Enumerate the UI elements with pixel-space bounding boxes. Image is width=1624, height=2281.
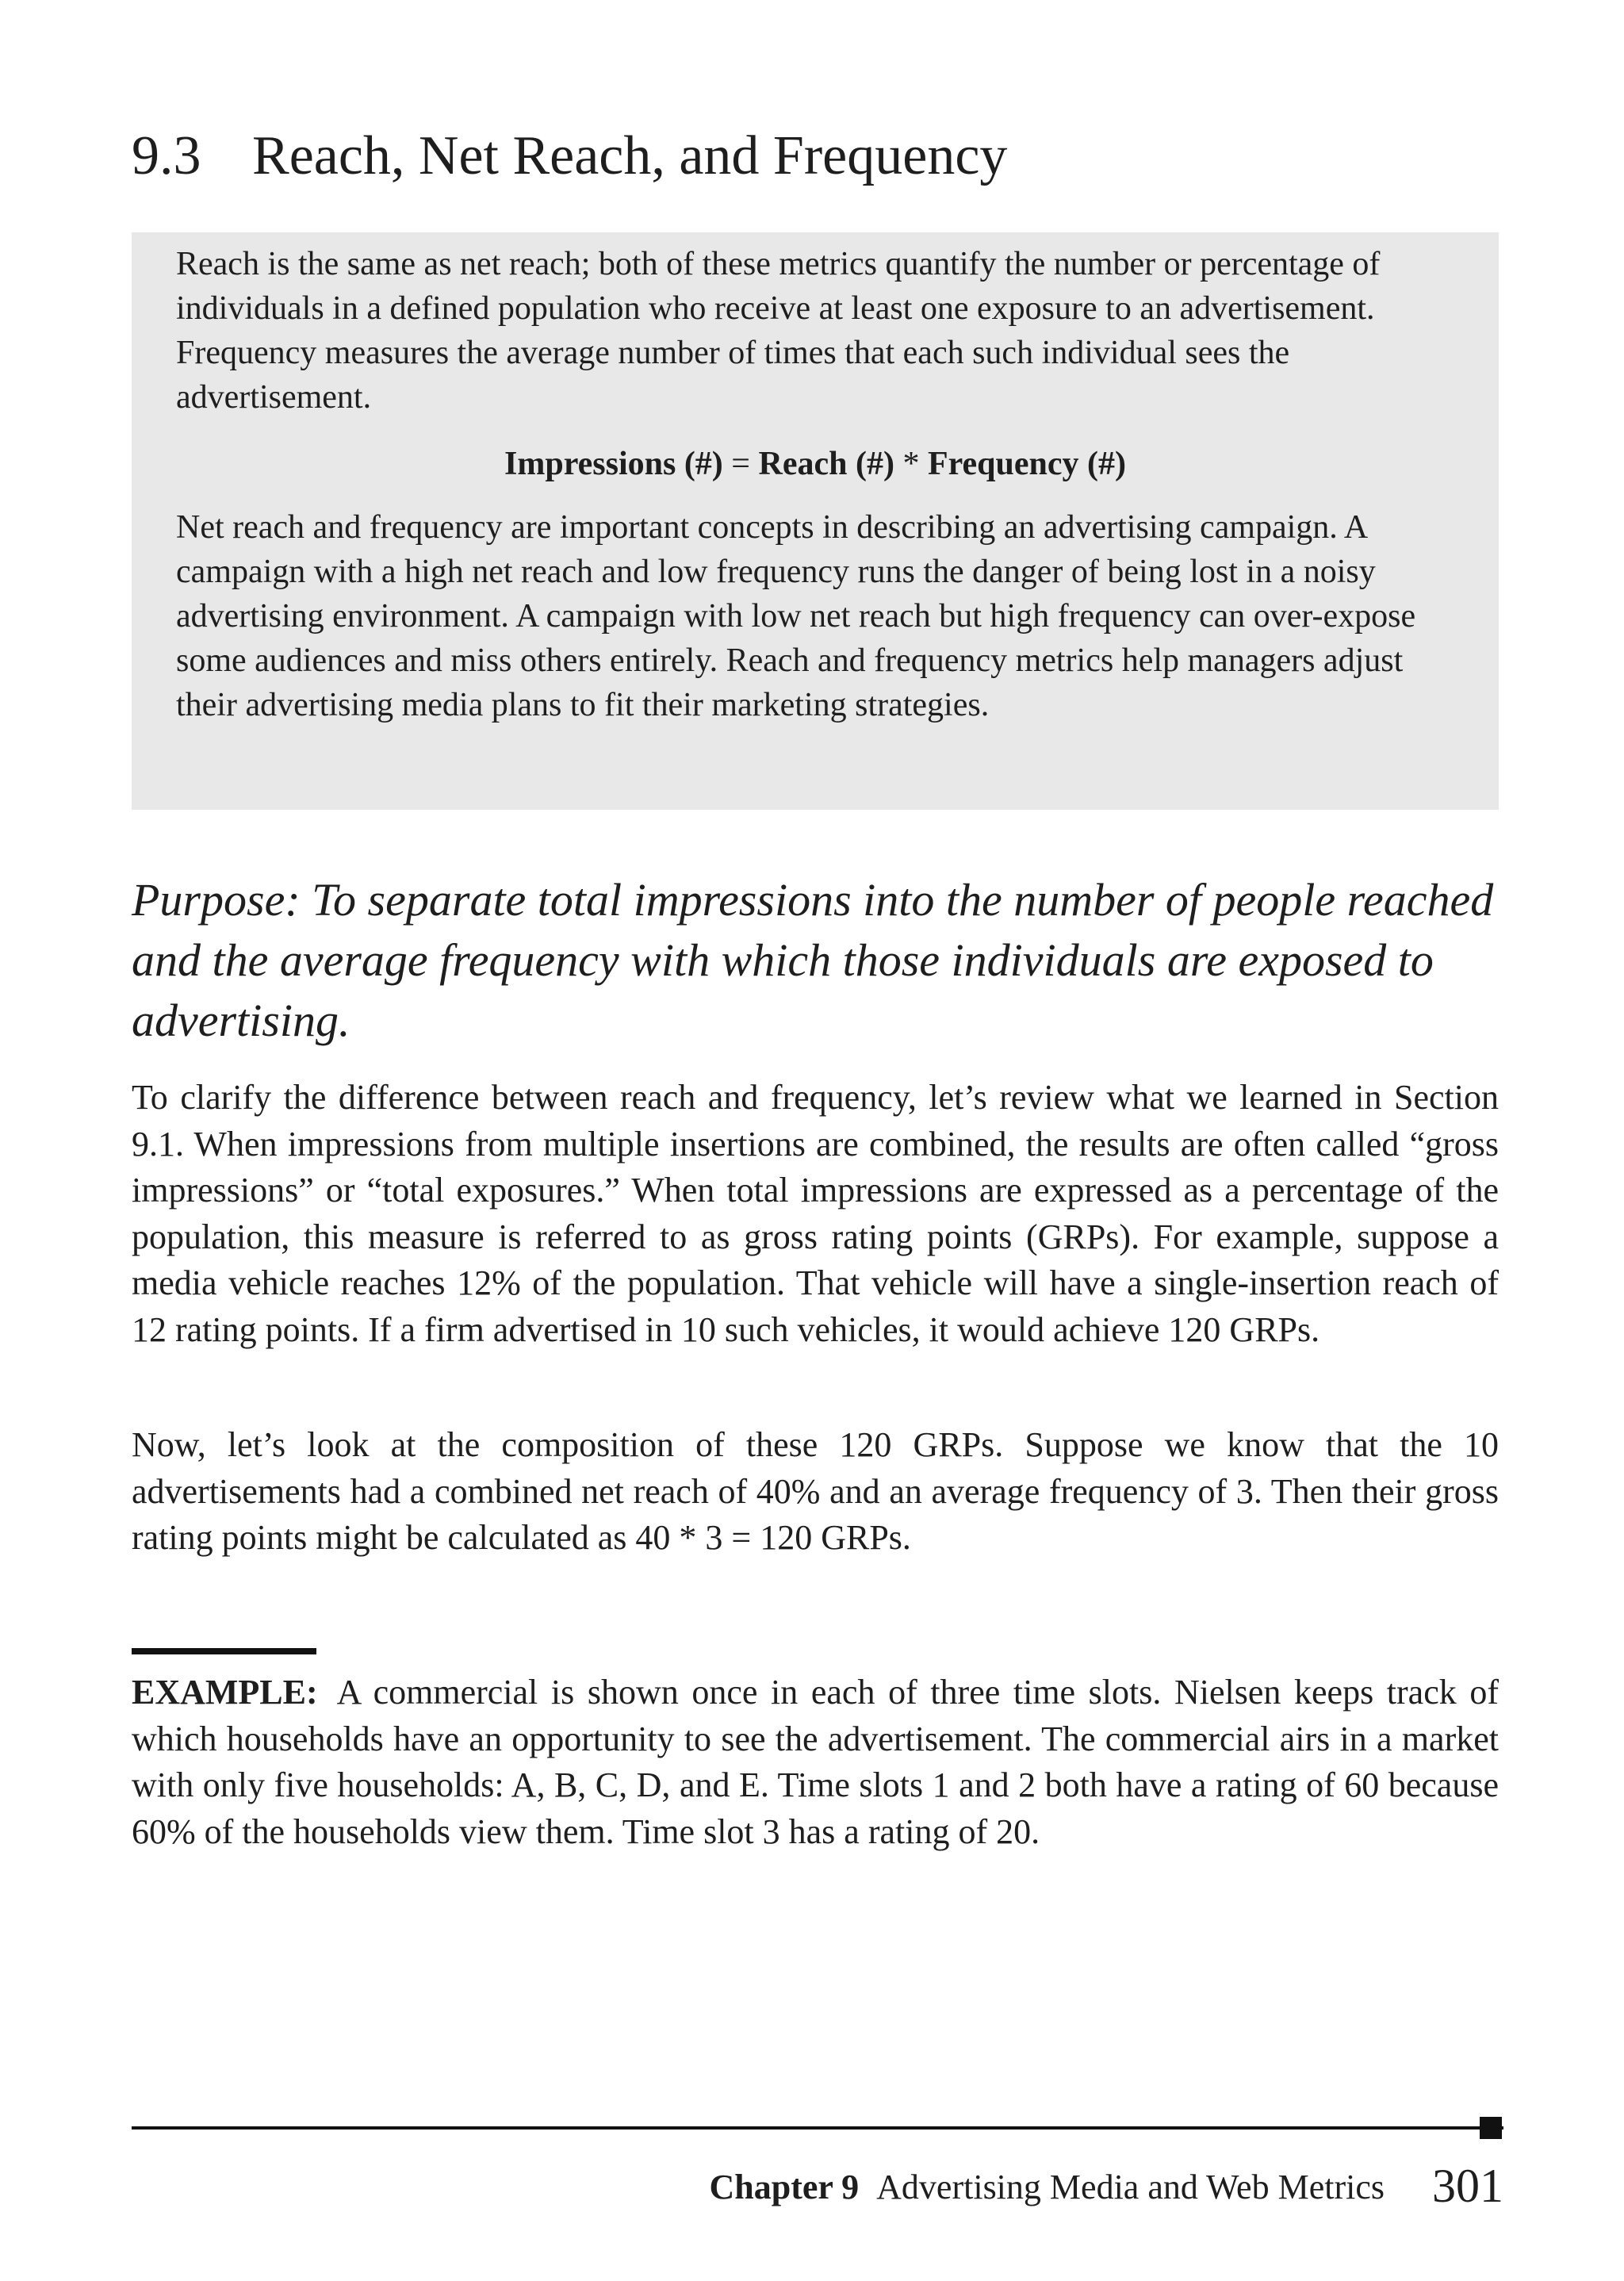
summary-box [132, 232, 1499, 810]
section-heading [132, 121, 1007, 192]
example-rule [132, 1648, 316, 1654]
formula [132, 442, 1499, 486]
example-label: EXAMPLE: [132, 1673, 318, 1712]
page-number: 301 [1432, 2160, 1503, 2212]
purpose-statement: Purpose: To separate total impressions into the number of people reached and the average frequency with which those individuals are exposed to advertising. [132, 874, 1494, 1046]
footer-chapter-label: Chapter 9 [709, 2168, 860, 2206]
formula-times: * [902, 446, 920, 482]
section-number: 9.3 [132, 125, 201, 186]
formula-lhs: Impressions (#) [504, 446, 723, 482]
section-title: Reach, Net Reach, and Frequency [252, 125, 1008, 186]
body-paragraph-2: Now, let’s look at the composition of these 120 GRPs. Suppose we know that the 10 advertisements had a combined net reach of 40% and an average frequency of 3. Then their gross rating points might be calculated as 40 * 3 = 120 GRPs. [132, 1425, 1499, 1557]
formula-equals: = [731, 446, 750, 482]
formula-term-reach: Reach (#) [758, 446, 894, 482]
example-paragraph [132, 1670, 1499, 1855]
footer-square-marker [1480, 2117, 1502, 2139]
formula-term-frequency: Frequency (#) [927, 446, 1126, 482]
example-text: A commercial is shown once in each of three time slots. Nielsen keeps track of which households have an opportunity to see the advertisement. The commercial airs in a market with only five households: A, B, C, D, and E. Time slots 1 and 2 both have a rating of 60 because 60% of the households view them. Time slot 3 has a rating of 20. [132, 1673, 1499, 1851]
summary-paragraph-1: Reach is the same as net reach; both of these metrics quantify the number or percentage of individuals in a defined population who receive at least one exposure to an advertisement. Frequency measures the average number of times that each such individual sees the advertisement. [176, 246, 1381, 416]
footer-rule [132, 2126, 1503, 2130]
page-footer [710, 2157, 1503, 2216]
footer-chapter-title: Advertising Media and Web Metrics [876, 2168, 1385, 2206]
body-paragraph-1: To clarify the difference between reach and frequency, let’s review what we learned in Section 9.1. When impressions from multiple insertions are combined, the results are often called “gross impressions” or “total exposures.” When total impressions are expressed as a percentage of the population, this measure is referred to as gross rating points (GRPs). For example, suppose a media vehicle reaches 12% of the population. That vehicle will have a single-insertion reach of 12 rating points. If a firm advertised in 10 such vehicles, it would achieve 120 GRPs. [132, 1078, 1499, 1349]
summary-paragraph-2: Net reach and frequency are important concepts in describing an advertising campaign. A campaign with a high net reach and low frequency runs the danger of being lost in a noisy advertising environment. A campaign with low net reach but high frequency can over-expose some audiences and miss others entirely. Reach and frequency metrics help managers adjust their advertising media plans to fit their marketing strategies. [176, 509, 1416, 723]
